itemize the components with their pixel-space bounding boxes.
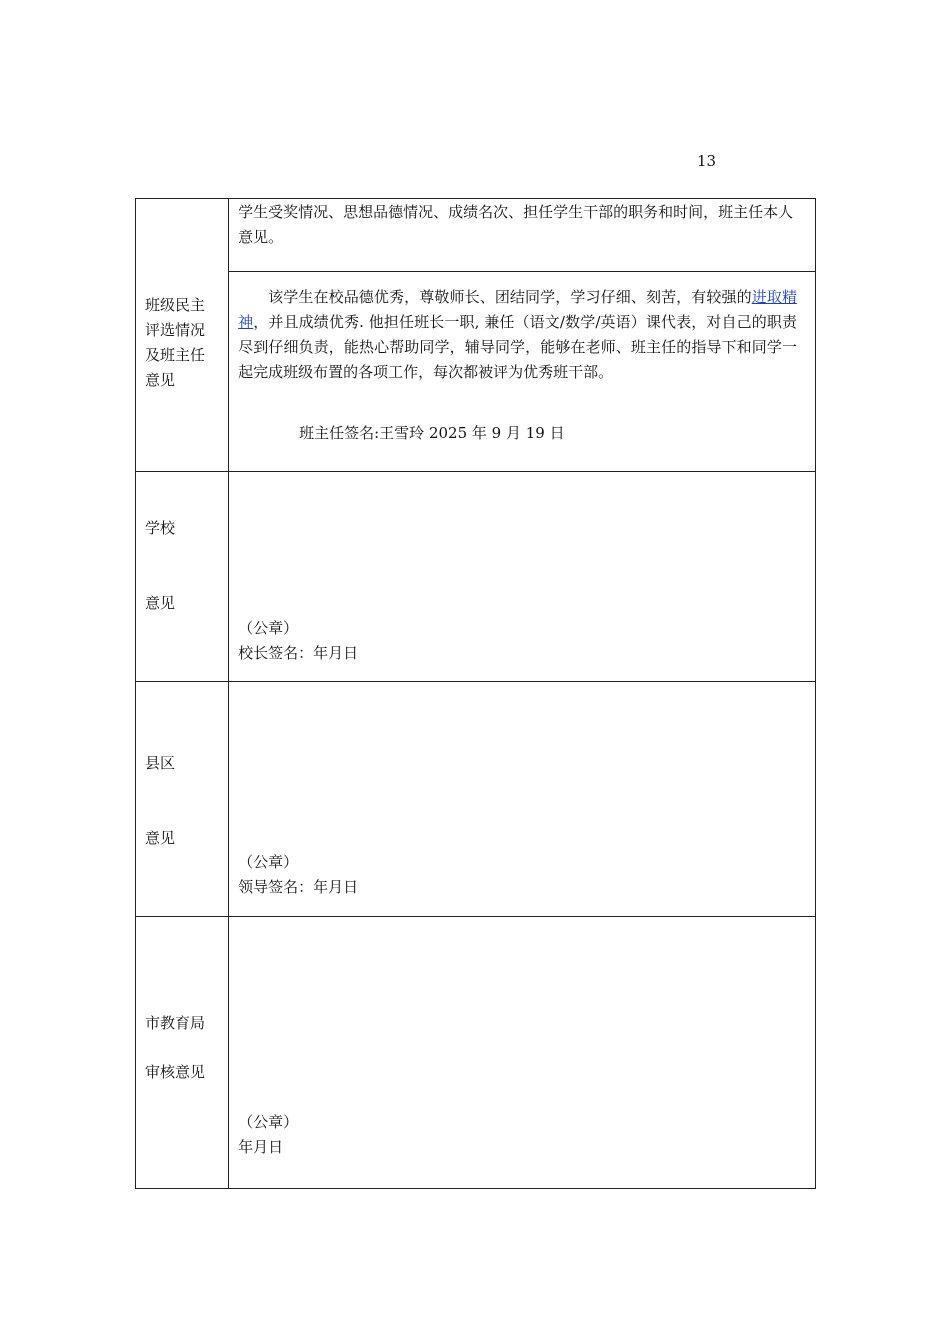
label-line: 评选情况 [145, 321, 206, 339]
label-line: 及班主任 [145, 346, 206, 364]
label-line: 意见 [145, 829, 176, 847]
evaluation-form-table [135, 198, 816, 1189]
label-line: 市教育局 [145, 1014, 206, 1032]
row-city-bureau-opinion [136, 917, 816, 1189]
inner-divider [229, 271, 815, 272]
official-seal-placeholder: （公章） [238, 619, 299, 637]
content-county-opinion [229, 682, 816, 917]
row-school-opinion [136, 472, 816, 682]
comment-text: ，并且成绩优秀. 他担任班长一职, 兼任（语文/数学/英语）课代表，对自己的职责尽到仔细负责，能热心帮助同学，辅导同学，能够在老师、班主任的指导下和同学一起完成班级布置的各项工作，每次都被评为优秀班干部。 [238, 313, 797, 381]
principal-signature: 校长签名：年月日 [238, 644, 359, 662]
comment-text: 该学生在校品德优秀，尊敬师长、团结同学，学习仔细、刻苦，有较强的 [268, 288, 752, 306]
label-line: 班级民主 [145, 296, 206, 314]
label-school-opinion [136, 472, 229, 682]
leader-signature: 领导签名：年月日 [238, 878, 359, 896]
instruction-text: 学生受奖情况、思想品德情况、成绩名次、担任学生干部的职务和时间，班主任本人意见。 [238, 203, 794, 246]
row-county-opinion [136, 682, 816, 917]
review-date: 年月日 [238, 1138, 284, 1156]
content-class-evaluation [229, 199, 816, 472]
official-seal-placeholder: （公章） [238, 1113, 299, 1131]
label-line: 审核意见 [145, 1063, 206, 1081]
head-teacher-comment [238, 285, 797, 385]
label-class-evaluation [136, 199, 229, 472]
label-line: 意见 [145, 594, 176, 612]
label-line: 县区 [145, 754, 176, 772]
label-line: 意见 [145, 371, 176, 389]
content-city-bureau-opinion [229, 917, 816, 1189]
row-class-evaluation [136, 199, 816, 472]
content-school-opinion [229, 472, 816, 682]
label-county-opinion [136, 682, 229, 917]
head-teacher-signature: 班主任签名:王雪玲 2025 年 9 月 19 日 [299, 424, 565, 442]
comment-link[interactable]: 进取精神 [238, 288, 797, 331]
label-line: 学校 [145, 519, 176, 537]
label-city-bureau-opinion [136, 917, 229, 1189]
official-seal-placeholder: （公章） [238, 853, 299, 871]
page-number: 13 [697, 152, 717, 170]
